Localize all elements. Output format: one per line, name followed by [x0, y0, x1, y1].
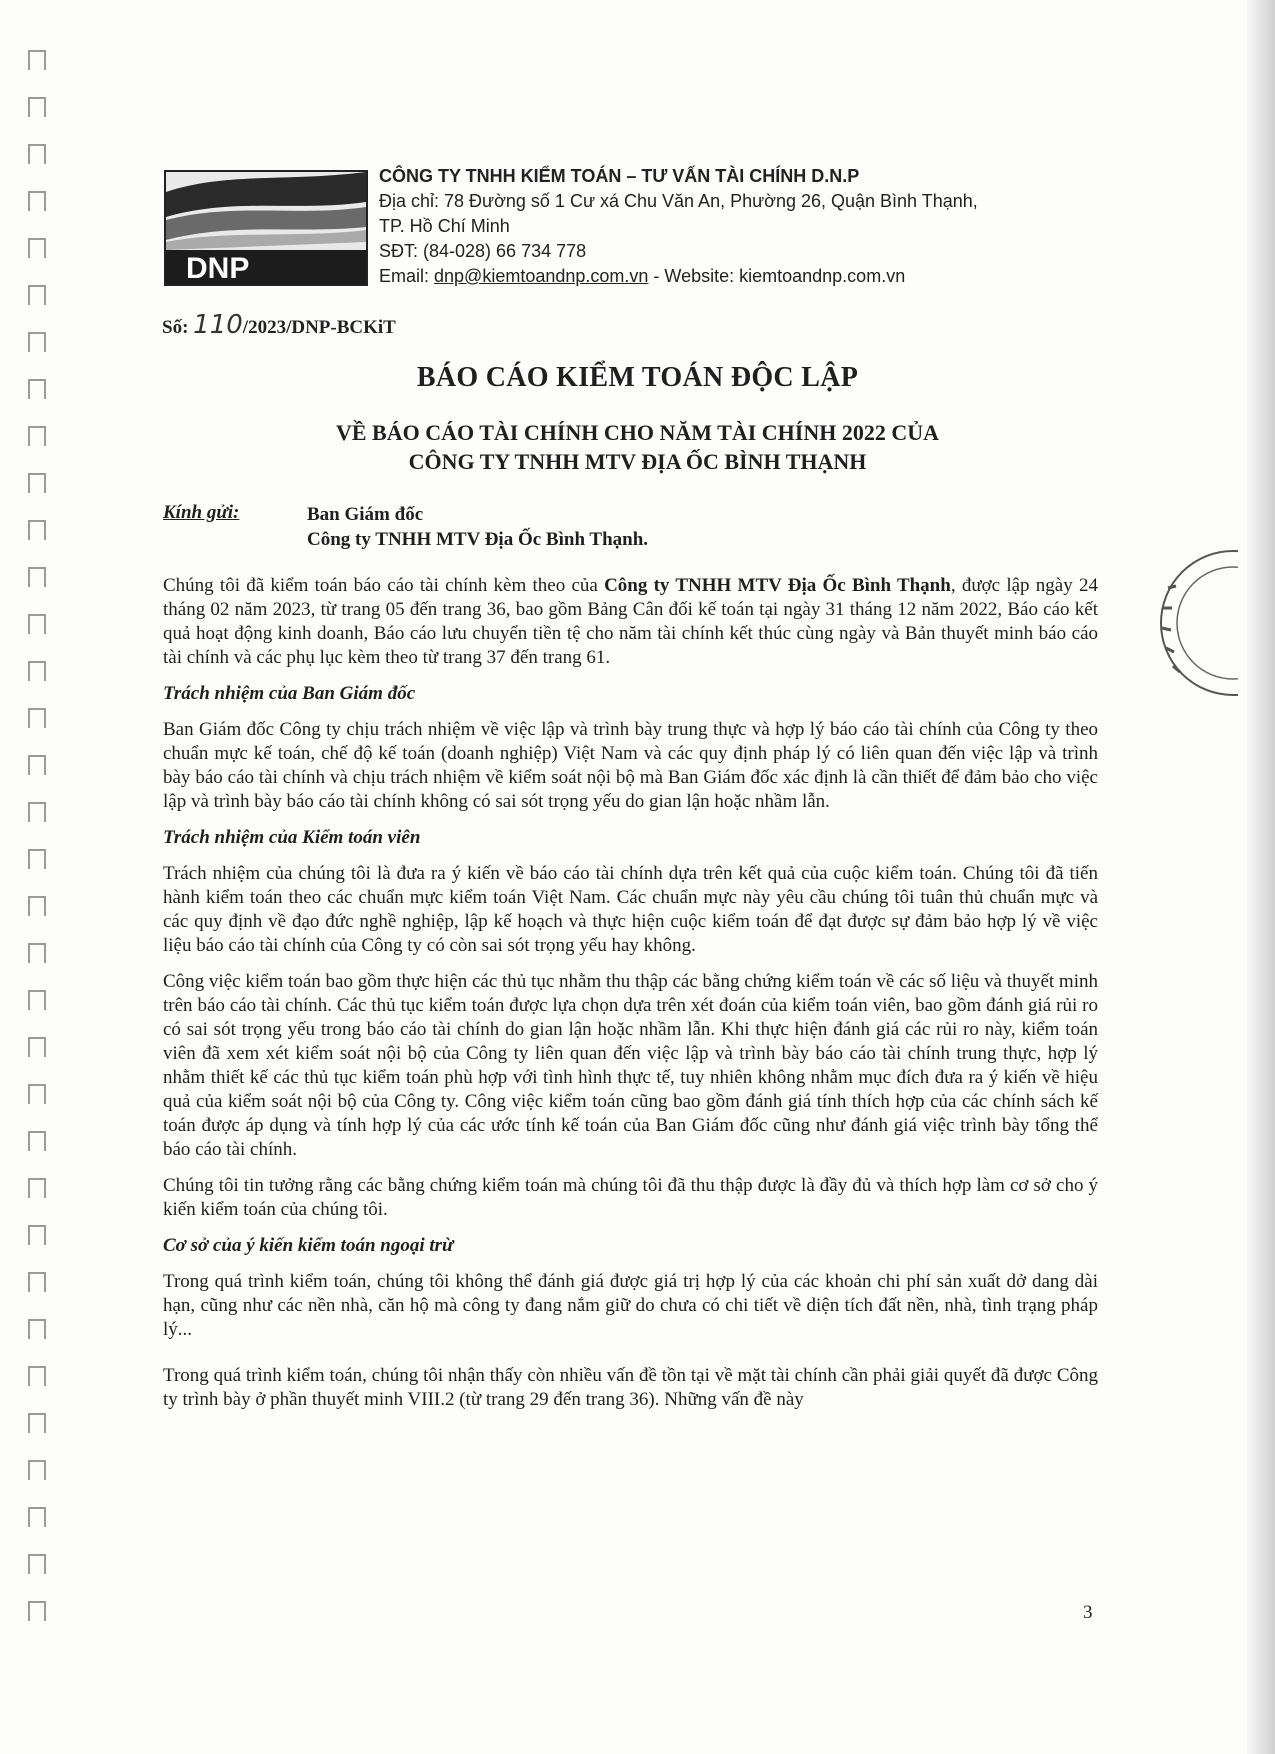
binding-hole — [28, 802, 46, 822]
auditor-heading: Trách nhiệm của Kiểm toán viên — [163, 827, 421, 848]
binding-hole — [28, 332, 46, 352]
binding-hole — [28, 755, 46, 775]
addressee-label: Kính gửi: — [163, 502, 240, 523]
email-link[interactable]: dnp@kiemtoandnp.com.vn — [434, 266, 649, 286]
report-title: BÁO CÁO KIỂM TOÁN ĐỘC LẬP — [416, 362, 859, 393]
binding-holes — [22, 50, 52, 1650]
binding-hole — [28, 896, 46, 916]
company-logo — [164, 170, 368, 286]
binding-hole — [28, 1272, 46, 1292]
intro-text-1: Chúng tôi đã kiểm toán báo cáo tài chính kèm theo của — [163, 575, 605, 596]
binding-hole — [28, 50, 46, 70]
page-number: 3 — [1083, 1602, 1093, 1623]
basis-paragraph-1: Trong quá trình kiểm toán, chúng tôi không thể đánh giá được giá trị hợp lý của các khoản chi phí sản xuất dở dang dài hạn, cũng như các nền nhà, căn hộ mà công ty đang nắm giữ do chưa có chi tiết về diện tích đất nền, nhà, tình trạng pháp lý... — [163, 1271, 1098, 1340]
binding-hole — [28, 943, 46, 963]
binding-hole — [28, 191, 46, 211]
binding-hole — [28, 1037, 46, 1057]
binding-hole — [28, 1460, 46, 1480]
binding-hole — [28, 520, 46, 540]
binding-hole — [28, 1225, 46, 1245]
binding-hole — [28, 1131, 46, 1151]
company-name: CÔNG TY TNHH KIỂM TOÁN – TƯ VẤN TÀI CHÍNH D.N.P — [379, 166, 860, 186]
ref-handwritten-number: 110 — [193, 310, 243, 340]
auditor-paragraph-3: Chúng tôi tin tưởng rằng các bằng chứng kiểm toán mà chúng tôi đã thu thập được là đầy đủ và thích hợp làm cơ sở cho ý kiến kiểm toán của chúng tôi. — [163, 1175, 1098, 1220]
ref-suffix: /2023/DNP-BCKiT — [242, 317, 396, 338]
intro-text-2: , được lập ngày 24 tháng 02 năm 2023, từ trang 05 đến trang 36, bao gồm Bảng Cân đối kế toán tại ngày 31 tháng 12 năm 2022, Báo cáo kết quả hoạt động kinh doanh, Báo cáo lưu chuyển tiền tệ cho năm tài chính kết thúc cùng ngày và Bản thuyết minh báo cáo tài chính và các phụ lục kèm theo từ trang 37 đến trang 61. — [163, 575, 1098, 668]
binding-hole — [28, 849, 46, 869]
intro-company: Công ty TNHH MTV Địa Ốc Bình Thạnh — [604, 575, 951, 596]
reference-number — [162, 310, 396, 340]
binding-hole — [28, 1084, 46, 1104]
binding-hole — [28, 238, 46, 258]
company-phone: SĐT: (84-028) 66 734 778 — [379, 241, 587, 261]
binding-hole — [28, 1319, 46, 1339]
binding-hole — [28, 614, 46, 634]
logo-text: DNP — [186, 252, 250, 284]
company-contact — [379, 264, 978, 289]
binding-hole — [28, 1178, 46, 1198]
company-address-2: TP. Hồ Chí Minh — [379, 216, 510, 236]
report-body — [163, 574, 1098, 1424]
subtitle-line-2: CÔNG TY TNHH MTV ĐỊA ỐC BÌNH THẠNH — [408, 449, 867, 474]
report-subtitle — [0, 418, 1275, 476]
email-label: Email: — [379, 266, 435, 286]
binding-hole — [28, 990, 46, 1010]
subtitle-line-1: VỀ BÁO CÁO TÀI CHÍNH CHO NĂM TÀI CHÍNH 2022 CỦA — [335, 420, 939, 445]
binding-hole — [28, 1507, 46, 1527]
company-address-1: Địa chỉ: 78 Đường số 1 Cư xá Chu Văn An, Phường 26, Quận Bình Thạnh, — [379, 191, 978, 211]
auditor-paragraph-1: Trách nhiệm của chúng tôi là đưa ra ý kiến về báo cáo tài chính dựa trên kết quả của cuộc kiểm toán. Chúng tôi đã tiến hành kiểm toán theo các chuẩn mực kiểm toán Việt Nam. Các chuẩn mực này yêu cầu chúng tôi tuân thủ chuẩn mực và các quy định về đạo đức nghề nghiệp, lập kế hoạch và thực hiện cuộc kiểm toán để đạt được sự đảm bảo hợp lý về việc liệu báo cáo tài chính của Công ty có còn sai sót trọng yếu hay không. — [163, 863, 1098, 956]
auditor-paragraph-2: Công việc kiểm toán bao gồm thực hiện các thủ tục nhằm thu thập các bằng chứng kiểm toán về các số liệu và thuyết minh trên báo cáo tài chính. Các thủ tục kiểm toán được lựa chọn dựa trên xét đoán của kiểm toán viên, bao gồm đánh giá rủi ro có sai sót trọng yếu trong báo cáo tài chính do gian lận hoặc nhầm lẫn. Khi thực hiện đánh giá các rủi ro này, kiểm toán viên đã xem xét kiểm soát nội bộ của Công ty liên quan đến việc lập và trình bày báo cáo tài chính trung thực, hợp lý nhằm thiết kế các thủ tục kiểm toán phù hợp với tình hình thực tế, tuy nhiên không nhằm mục đích đưa ra ý kiến về hiệu quả của kiểm soát nội bộ của Công ty. Công việc kiểm toán cũng bao gồm đánh giá tính thích hợp của các chính sách kế toán được áp dụng và tính hợp lý của các ước tính kế toán của Ban Giám đốc cũng như đánh giá việc trình bày tổng thể báo cáo tài chính. — [163, 971, 1098, 1160]
addressee-line-1: Ban Giám đốc — [307, 504, 424, 525]
binding-hole — [28, 1366, 46, 1386]
binding-hole — [28, 144, 46, 164]
binding-hole — [28, 708, 46, 728]
binding-hole — [28, 1554, 46, 1574]
binding-hole — [28, 661, 46, 681]
company-info — [379, 164, 978, 289]
binding-hole — [28, 97, 46, 117]
addressee-line-2: Công ty TNHH MTV Địa Ốc Bình Thạnh. — [307, 529, 649, 550]
binding-hole — [28, 567, 46, 587]
partial-seal-stamp — [1128, 548, 1238, 698]
paper-edge — [1247, 0, 1275, 1754]
website-text: - Website: kiemtoandnp.com.vn — [648, 266, 906, 286]
addressee — [307, 502, 648, 552]
management-heading: Trách nhiệm của Ban Giám đốc — [163, 683, 416, 704]
binding-hole — [28, 285, 46, 305]
binding-hole — [28, 473, 46, 493]
management-paragraph: Ban Giám đốc Công ty chịu trách nhiệm về việc lập và trình bày trung thực và hợp lý báo cáo tài chính của Công ty theo chuẩn mực kế toán, chế độ kế toán (doanh nghiệp) Việt Nam và các quy định pháp lý có liên quan đến việc lập và trình bày báo cáo tài chính và chịu trách nhiệm về kiểm soát nội bộ mà Ban Giám đốc xác định là cần thiết để đảm bảo cho việc lập và trình bày báo cáo tài chính không có sai sót trọng yếu do gian lận hoặc nhầm lẫn. — [163, 719, 1098, 812]
binding-hole — [28, 1601, 46, 1621]
binding-hole — [28, 1413, 46, 1433]
basis-paragraph-2: Trong quá trình kiểm toán, chúng tôi nhận thấy còn nhiều vấn đề tồn tại về mặt tài chính cần phải giải quyết đã được Công ty trình bày ở phần thuyết minh VIII.2 (từ trang 29 đến trang 36). Những vấn đề này — [163, 1365, 1098, 1410]
letterhead — [164, 166, 1164, 286]
ref-prefix: Số: — [162, 317, 194, 338]
intro-paragraph — [163, 574, 1098, 670]
basis-heading: Cơ sở của ý kiến kiểm toán ngoại trừ — [163, 1235, 454, 1256]
